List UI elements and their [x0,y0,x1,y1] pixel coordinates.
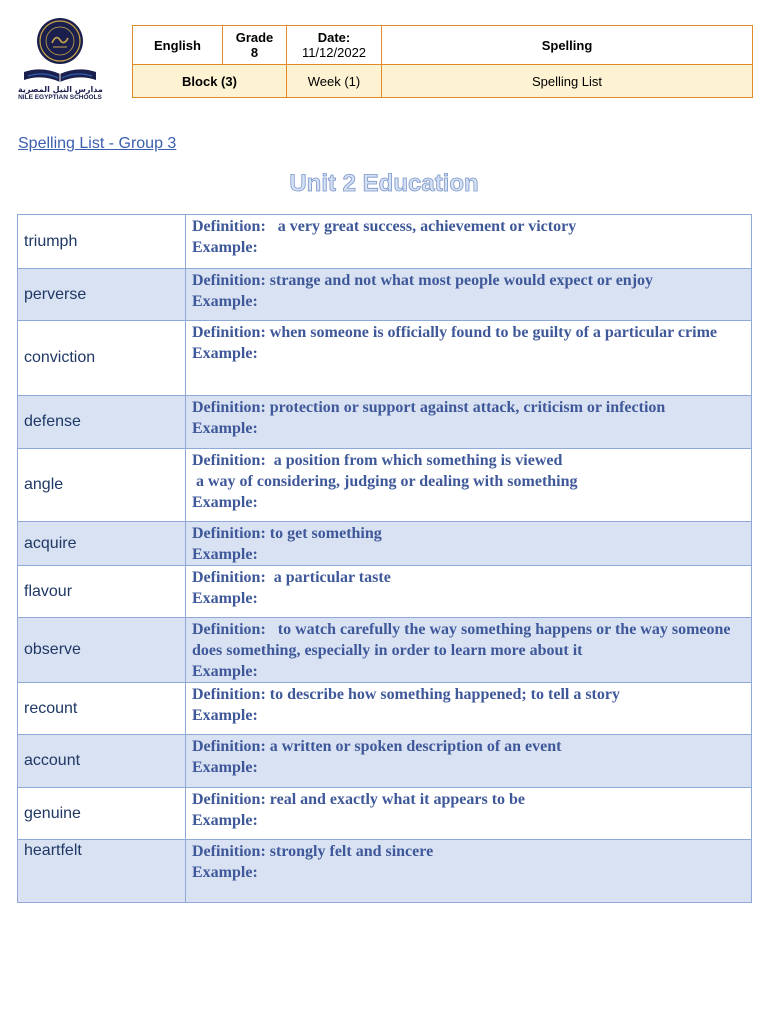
word-cell: acquire [18,522,186,566]
word-row [18,735,752,788]
definition-text: Definition: strange and not what most people would expect or enjoy [192,272,654,289]
definition-text: Definition: a very great success, achievement or victory [192,218,577,235]
date-cell [287,26,382,65]
word-cell: defense [18,396,186,449]
definition-cell [186,683,752,735]
week-cell: Week (1) [287,65,382,98]
word-row [18,396,752,449]
definition-text: Definition: to describe how something happened; to tell a story [192,686,620,703]
word-cell: conviction [18,321,186,396]
topic-cell: Spelling [382,26,753,65]
date-value: 11/12/2022 [301,45,367,60]
word-row [18,840,752,903]
definition-cell [186,522,752,566]
example-label: Example: [192,420,258,437]
header-info-table [132,25,753,98]
example-label: Example: [192,707,258,724]
logo-arabic-text: مدارس النيل المصرية [18,85,103,94]
word-row [18,618,752,683]
definition-text: Definition: to get something [192,525,382,542]
definition-cell [186,735,752,788]
word-cell: account [18,735,186,788]
word-row [18,683,752,735]
definition-text: Definition: when someone is officially found to be guilty of a particular crime [192,324,717,341]
word-row [18,522,752,566]
group-title: Spelling List - Group 3 [18,135,177,152]
example-label: Example: [192,239,258,256]
subject-cell: English [133,26,223,65]
date-label: Date: [317,30,351,45]
example-label: Example: [192,590,258,607]
example-label: Example: [192,864,258,881]
word-cell: heartfelt [18,840,186,903]
word-cell: triumph [18,215,186,269]
example-label: Example: [192,663,258,680]
definition-cell [186,321,752,396]
definition-text: Definition: strongly felt and sincere [192,843,434,860]
example-label: Example: [192,494,258,511]
definition-cell [186,449,752,522]
example-label: Example: [192,759,258,776]
word-cell: flavour [18,566,186,618]
block-cell: Block (3) [133,65,287,98]
word-cell: observe [18,618,186,683]
list-name-cell: Spelling List [382,65,753,98]
definition-text: Definition: a particular taste [192,569,391,586]
example-label: Example: [192,345,258,362]
spelling-words-table [17,214,752,903]
definition-cell [186,566,752,618]
definition-cell [186,269,752,321]
word-cell: angle [18,449,186,522]
word-row [18,215,752,269]
definition-cell [186,840,752,903]
example-label: Example: [192,812,258,829]
school-emblem-icon [35,16,85,66]
school-logo [18,16,102,106]
logo-english-text: NILE EGYPTIAN SCHOOLS [18,94,102,101]
definition-text: Definition: a position from which something is viewed a way of considering, judging or dealing with something [192,452,578,490]
definition-cell [186,788,752,840]
definition-text: Definition: protection or support against attack, criticism or infection [192,399,666,416]
word-row [18,788,752,840]
word-cell: recount [18,683,186,735]
word-row [18,449,752,522]
grade-label: Grade [235,30,274,45]
definition-cell [186,618,752,683]
unit-title: Unit 2 Education [289,170,479,197]
open-book-icon [20,66,100,84]
definition-text: Definition: to watch carefully the way something happens or the way someone does something, especially in order to learn more about it [192,621,735,659]
definition-text: Definition: real and exactly what it appears to be [192,791,526,808]
word-cell: perverse [18,269,186,321]
example-label: Example: [192,546,258,563]
definition-cell [186,215,752,269]
definition-text: Definition: a written or spoken description of an event [192,738,562,755]
word-row [18,269,752,321]
example-label: Example: [192,293,258,310]
word-row [18,321,752,396]
definition-cell [186,396,752,449]
word-row [18,566,752,618]
grade-cell [223,26,287,65]
grade-value: 8 [250,45,259,60]
word-cell: genuine [18,788,186,840]
